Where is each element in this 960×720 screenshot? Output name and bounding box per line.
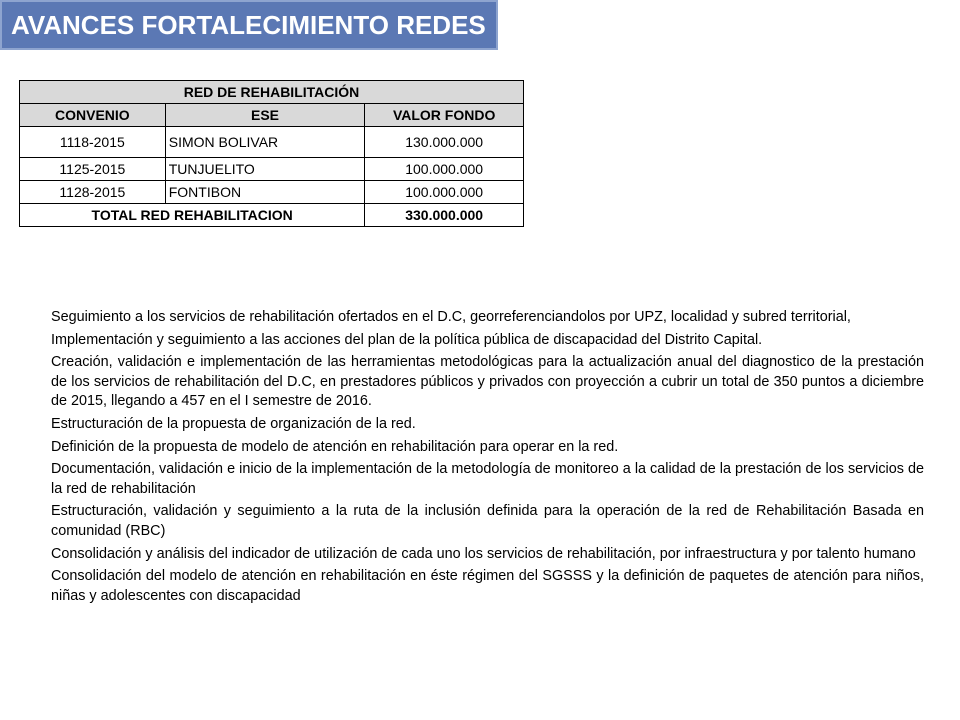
paragraph: Documentación, validación e inicio de la implementación de la metodología de monitoreo a la calidad de la prestación de los servicios de la red de rehabilitación bbox=[51, 461, 924, 497]
table-row bbox=[20, 127, 524, 158]
paragraph: Consolidación y análisis del indicador de utilización de cada uno los servicios de rehabilitación, por infraestructura y por talento humano bbox=[51, 545, 916, 562]
paragraph: Creación, validación e implementación de las herramientas metodológicas para la actualización anual del diagnostico de la prestación de los servicios de rehabilitación del D.C, en prestadores públicos y privados con proyección a cubrir un total de 350 puntos a diciembre de 2015, llegando a 457 en el I semestre de 2016. bbox=[51, 354, 924, 410]
progress-description bbox=[51, 308, 924, 609]
paragraph: Implementación y seguimiento a las acciones del plan de la política pública de discapacidad del Distrito Capital. bbox=[51, 331, 763, 348]
total-label: TOTAL RED REHABILITACION bbox=[20, 204, 365, 227]
total-value: 330.000.000 bbox=[365, 204, 524, 227]
column-header-convenio: CONVENIO bbox=[20, 104, 166, 127]
column-header-ese: ESE bbox=[165, 104, 365, 127]
cell-ese: TUNJUELITO bbox=[165, 158, 365, 181]
paragraph: Estructuración, validación y seguimiento a la ruta de la inclusión definida para la operación de la red de Rehabilitación Basada en comunidad (RBC) bbox=[51, 503, 924, 539]
rehabilitation-network-table bbox=[19, 80, 524, 227]
page-title: AVANCES FORTALECIMIENTO REDES bbox=[0, 0, 498, 50]
paragraph: Seguimiento a los servicios de rehabilitación ofertados en el D.C, georreferenciandolos por UPZ, localidad y subred territorial, bbox=[51, 309, 851, 325]
paragraph: Consolidación del modelo de atención en rehabilitación en éste régimen del SGSSS y la definición de paquetes de atención para niños, niñas y adolescentes con discapacidad bbox=[51, 568, 924, 604]
column-header-valor-fondo: VALOR FONDO bbox=[365, 104, 524, 127]
table-caption: RED DE REHABILITACIÓN bbox=[20, 81, 524, 104]
cell-valor: 100.000.000 bbox=[365, 158, 524, 181]
cell-ese: FONTIBON bbox=[165, 181, 365, 204]
cell-valor: 130.000.000 bbox=[365, 127, 524, 158]
paragraph: Definición de la propuesta de modelo de atención en rehabilitación para operar en la red. bbox=[51, 438, 619, 455]
cell-valor: 100.000.000 bbox=[365, 181, 524, 204]
table-total-row bbox=[20, 204, 524, 227]
cell-ese: SIMON BOLIVAR bbox=[165, 127, 365, 158]
table-caption-row bbox=[20, 81, 524, 104]
paragraph: Estructuración de la propuesta de organización de la red. bbox=[51, 415, 416, 432]
cell-convenio: 1128-2015 bbox=[20, 181, 166, 204]
table-header-row bbox=[20, 104, 524, 127]
cell-convenio: 1118-2015 bbox=[20, 127, 166, 158]
table-row bbox=[20, 158, 524, 181]
cell-convenio: 1125-2015 bbox=[20, 158, 166, 181]
table-row bbox=[20, 181, 524, 204]
